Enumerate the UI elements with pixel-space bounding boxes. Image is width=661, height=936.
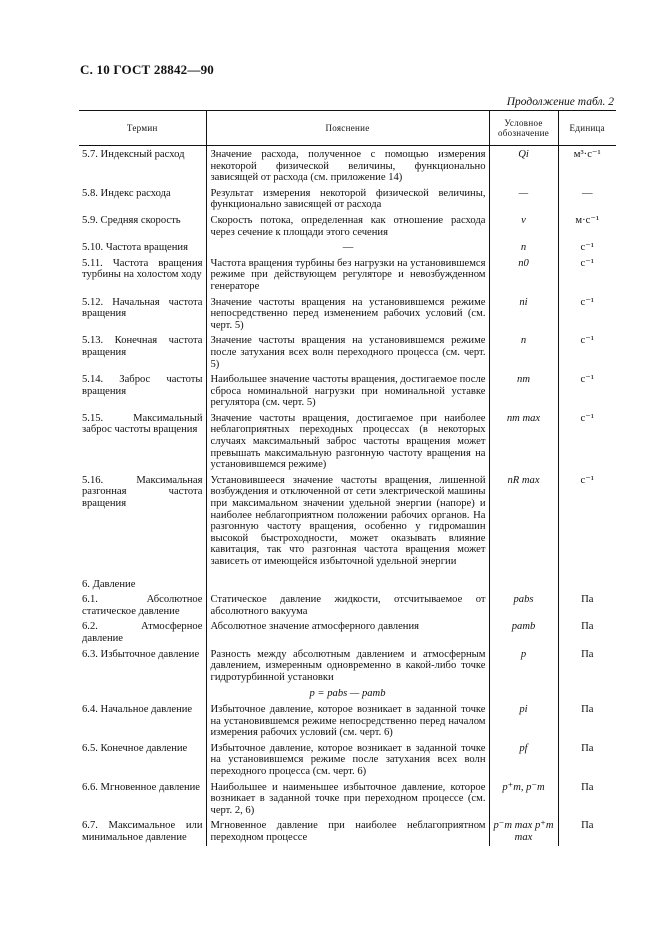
unit-cell: м³·с⁻¹ xyxy=(558,146,616,187)
symbol-cell: p⁻m max p⁺m max xyxy=(489,819,558,846)
term-cell: 5.7. Индексный расход xyxy=(82,149,185,160)
symbol-cell: v xyxy=(489,214,558,241)
table-row xyxy=(79,781,616,820)
term-cell: 6.2. Атмосферное давление xyxy=(82,621,203,644)
unit-cell: с⁻¹ xyxy=(558,474,616,571)
explanation-cell: Избыточное давление, которое возникает в заданной точке на установившемся режиме после затухания всех волн переходного процесса (см. черт. 6) xyxy=(206,742,489,781)
table-row xyxy=(79,819,616,846)
symbol-cell: ni xyxy=(489,296,558,335)
symbol-cell: Qi xyxy=(489,146,558,187)
table-continuation-label: Продолжение табл. 2 xyxy=(506,96,614,108)
table-header xyxy=(79,111,616,146)
explanation-cell: Значение частоты вращения, достигаемое при наиболее неблагоприятных переходных процессах (в некоторых случаях максимальный заброс частоты вращения может превышать максимальную разгонную частоту вращения на установившемся режиме) xyxy=(206,412,489,474)
term-cell: 6.6. Мгновенное давление xyxy=(82,781,201,793)
unit-cell xyxy=(558,571,616,594)
column-header-symbol: Условное обозначение xyxy=(489,111,558,146)
symbol-cell: p xyxy=(489,648,558,687)
term-cell: 5.10. Частота вращения xyxy=(82,242,188,254)
unit-cell: с⁻¹ xyxy=(558,334,616,373)
table-row xyxy=(79,412,616,474)
symbol-cell: pabs xyxy=(489,593,558,620)
term-cell: 6.5. Конечное давление xyxy=(82,742,188,754)
column-header-unit: Единица xyxy=(558,111,616,146)
explanation-cell: Значение частоты вращения на установившемся режиме после затухания всех волн переходного процесса (см. черт. 5) xyxy=(206,334,489,373)
unit-cell: с⁻¹ xyxy=(558,241,616,257)
term-cell: 5.11. Частота вращения турбины на холостом ходу xyxy=(82,257,203,281)
symbol-cell xyxy=(489,571,558,594)
explanation-cell xyxy=(206,571,489,594)
term-cell: 5.14. Заброс частоты вращения xyxy=(82,374,203,397)
explanation-cell: Избыточное давление, которое возникает в заданной точке на установившемся режиме непосредственно перед началом измерения рабочих условий (см. черт. 6) xyxy=(206,703,489,742)
table-row xyxy=(79,214,616,241)
terms-table xyxy=(79,110,616,846)
symbol-cell: pi xyxy=(489,703,558,742)
symbol-cell: pamb xyxy=(489,620,558,647)
unit-cell: с⁻¹ xyxy=(558,412,616,474)
unit-cell: с⁻¹ xyxy=(558,296,616,335)
symbol-cell: nR max xyxy=(489,474,558,571)
table-row xyxy=(79,241,616,257)
table-row xyxy=(79,620,616,647)
unit-cell: с⁻¹ xyxy=(558,373,616,412)
table-row xyxy=(79,593,616,620)
term-cell: 6.1. Абсолютное статическое давление xyxy=(82,594,203,617)
term-cell: 5.13. Конечная частота вращения xyxy=(82,335,203,358)
unit-cell: м·с⁻¹ xyxy=(558,214,616,241)
unit-cell: — xyxy=(558,187,616,214)
explanation-cell: — xyxy=(206,241,489,257)
explanation-cell: Значение частоты вращения на установившемся режиме непосредственно перед изменением рабочих условий (см. черт. 5) xyxy=(206,296,489,335)
symbol-cell: nm max xyxy=(489,412,558,474)
pressure-formula: p = pabs — pamb xyxy=(206,686,489,703)
symbol-cell: n xyxy=(489,334,558,373)
term-cell: 5.8. Индекс расхода xyxy=(82,187,171,199)
explanation-cell: Разность между абсолютным давлением и атмосферным давлением, измеренным одновременно в какой-либо точке гидротурбинной установки xyxy=(206,648,489,687)
explanation-cell: Статическое давление жидкости, отсчитываемое от абсолютного вакуума xyxy=(206,593,489,620)
term-cell: 6.4. Начальное давление xyxy=(82,703,193,715)
table-row xyxy=(79,146,616,187)
page-header: С. 10 ГОСТ 28842—90 xyxy=(80,62,214,77)
unit-cell: Па xyxy=(558,742,616,781)
term-cell: 6.7. Максимальное или минимальное давление xyxy=(82,820,203,843)
table-row xyxy=(79,257,616,296)
table-row xyxy=(79,296,616,335)
term-cell: 5.15. Максимальный заброс частоты вращения xyxy=(82,412,203,436)
table-row xyxy=(79,742,616,781)
section-title: 6. Давление xyxy=(82,578,136,590)
column-header-term: Термин xyxy=(79,111,206,146)
explanation-cell: Результат измерения некоторой физической величины, функционально зависящей от расхода xyxy=(206,187,489,214)
symbol-cell: nm xyxy=(489,373,558,412)
term-cell: 5.9. Средняя скорость xyxy=(82,214,181,226)
unit-cell xyxy=(558,686,616,703)
explanation-cell: Установившееся значение частоты вращения, лишенной возбуждения и отключенной от сети электрической машины при максимальном значении удельной энергии (напоре) и наиболее неблагоприятном положении рабочих органов. На разгонную частоту вращения, особенно у гидромашин высокой быстроходности, может оказывать влияние кавитация, так что разгонная частота вращения может зависеть от имеющейся избыточной удельной энергии xyxy=(206,474,489,571)
unit-cell: Па xyxy=(558,703,616,742)
table-row xyxy=(79,474,616,571)
explanation-cell: Значение расхода, полученное с помощью измерения некоторой физической величины, функционально зависящей от расхода (см. приложение 14) xyxy=(206,146,489,187)
unit-cell: Па xyxy=(558,648,616,687)
explanation-cell: Скорость потока, определенная как отношение расхода через сечение к площади этого сечения xyxy=(206,214,489,241)
unit-cell: Па xyxy=(558,781,616,820)
section-row xyxy=(79,571,616,594)
term-cell: 5.16. Максимальная разгонная частота вращения xyxy=(82,474,203,510)
symbol-cell: — xyxy=(489,187,558,214)
table-row xyxy=(79,187,616,214)
explanation-cell: Наибольшее и наименьшее избыточное давление, которое возникает в заданной точке при переходном процессе (см. черт. 2, 6) xyxy=(206,781,489,820)
column-header-explanation: Пояснение xyxy=(206,111,489,146)
symbol-cell: pf xyxy=(489,742,558,781)
table-row xyxy=(79,334,616,373)
table-row xyxy=(79,648,616,687)
table-row xyxy=(79,703,616,742)
symbol-cell: n0 xyxy=(489,257,558,296)
unit-cell: Па xyxy=(558,819,616,846)
explanation-cell: Наибольшее значение частоты вращения, достигаемое после сброса номинальной нагрузки при номинальной уставке регулятора (см. черт. 5) xyxy=(206,373,489,412)
unit-cell: Па xyxy=(558,593,616,620)
explanation-cell: Абсолютное значение атмосферного давления xyxy=(206,620,489,647)
symbol-cell xyxy=(489,686,558,703)
formula-row xyxy=(79,686,616,703)
explanation-cell: Мгновенное давление при наиболее неблагоприятном переходном процессе xyxy=(206,819,489,846)
table-row xyxy=(79,373,616,412)
term-cell xyxy=(79,686,206,703)
term-cell: 5.12. Начальная частота вращения xyxy=(82,296,203,320)
explanation-cell: Частота вращения турбины без нагрузки на установившемся режиме при действующем регуляторе и невозбужденном генераторе xyxy=(206,257,489,296)
table-body xyxy=(79,146,616,847)
term-cell: 6.3. Избыточное давление xyxy=(82,648,200,660)
symbol-cell: p⁺m, p⁻m xyxy=(489,781,558,820)
unit-cell: Па xyxy=(558,620,616,647)
symbol-cell: n xyxy=(489,241,558,257)
unit-cell: с⁻¹ xyxy=(558,257,616,296)
